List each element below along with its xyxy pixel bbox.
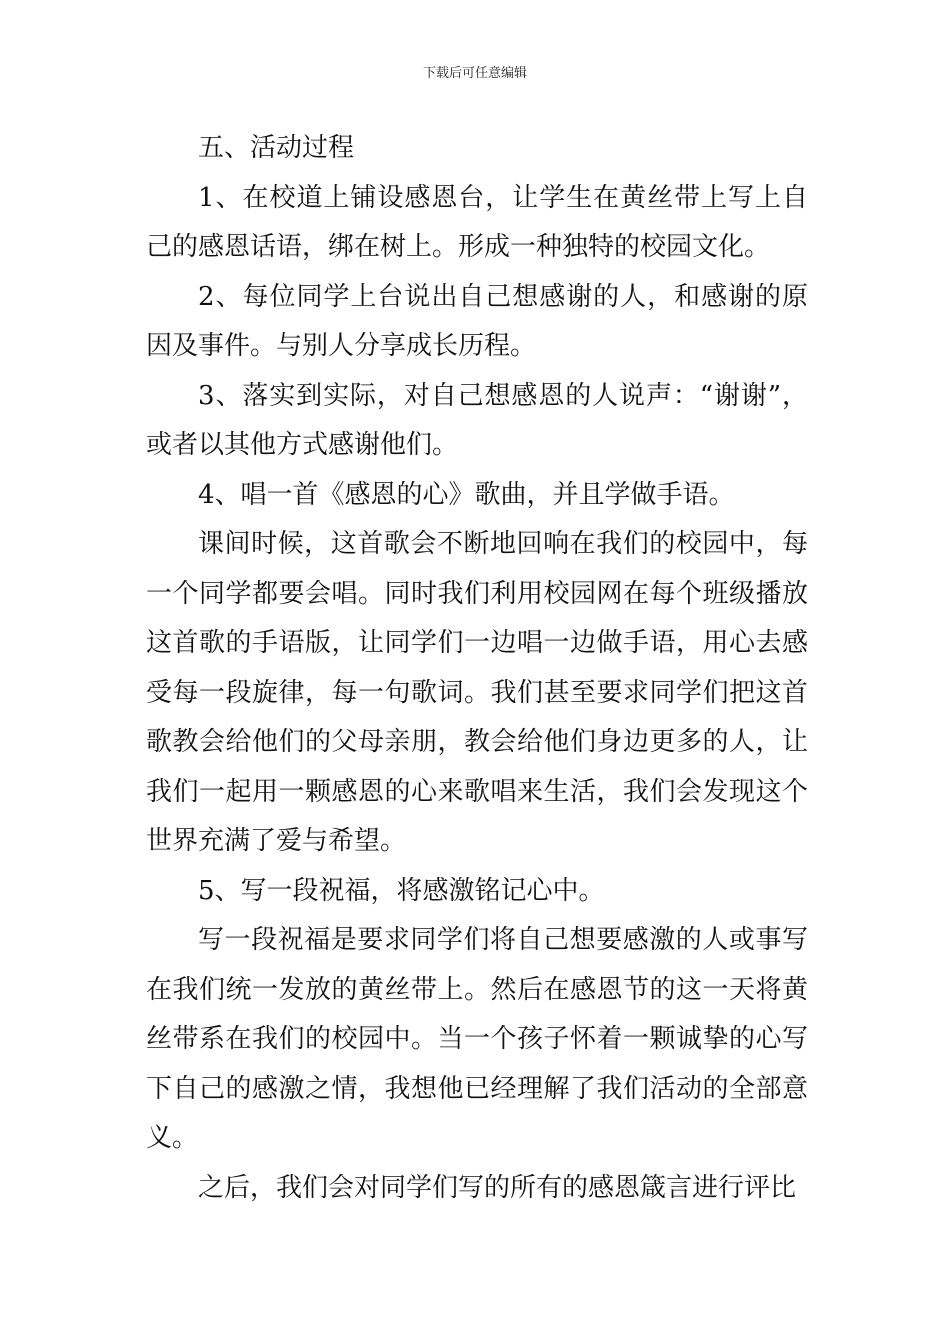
- paragraph-item-4: 4、唱一首《感恩的心》歌曲，并且学做手语。: [198, 479, 735, 510]
- paragraph-blessing-description: 写一段祝福是要求同学们将自己想要感激的人或事写在我们统一发放的黄丝带上。然后在感恩节的这一天将黄丝带系在我们的校园中。当一个孩子怀着一颗诚挚的心写下自己的感激之情，我想他已经理解了我们活动的全部意义。: [146, 925, 808, 1153]
- paragraph-item-1: 1、在校道上铺设感恩台，让学生在黄丝带上写上自己的感恩话语，绑在树上。形成一种独特的校园文化。: [146, 182, 808, 262]
- paragraph-item-2: 2、每位同学上台说出自己想感谢的人，和感谢的原因及事件。与别人分享成长历程。: [146, 281, 808, 361]
- paragraph-item-3: 3、落实到实际，对自己想感恩的人说声：“谢谢”，或者以其他方式感谢他们。: [146, 380, 808, 460]
- paragraph-song-description: 课间时候，这首歌会不断地回响在我们的校园中，每一个同学都要会唱。同时我们利用校园网在每个班级播放这首歌的手语版，让同学们一边唱一边做手语，用心去感受每一段旋律，每一句歌词。我们甚至要求同学们把这首歌教会给他们的父母亲朋，教会给他们身边更多的人，让我们一起用一颗感恩的心来歌唱来生活，我们会发现这个世界充满了爱与希望。: [146, 529, 808, 856]
- document-body: [146, 124, 808, 1213]
- section-heading-activity-process: 五、活动过程: [198, 133, 355, 163]
- page-header-note: 下载后可任意编辑: [422, 66, 527, 81]
- paragraph-item-5: 5、写一段祝福，将感激铭记心中。: [198, 875, 605, 906]
- paragraph-evaluation: 之后，我们会对同学们写的所有的感恩箴言进行评比: [198, 1172, 797, 1203]
